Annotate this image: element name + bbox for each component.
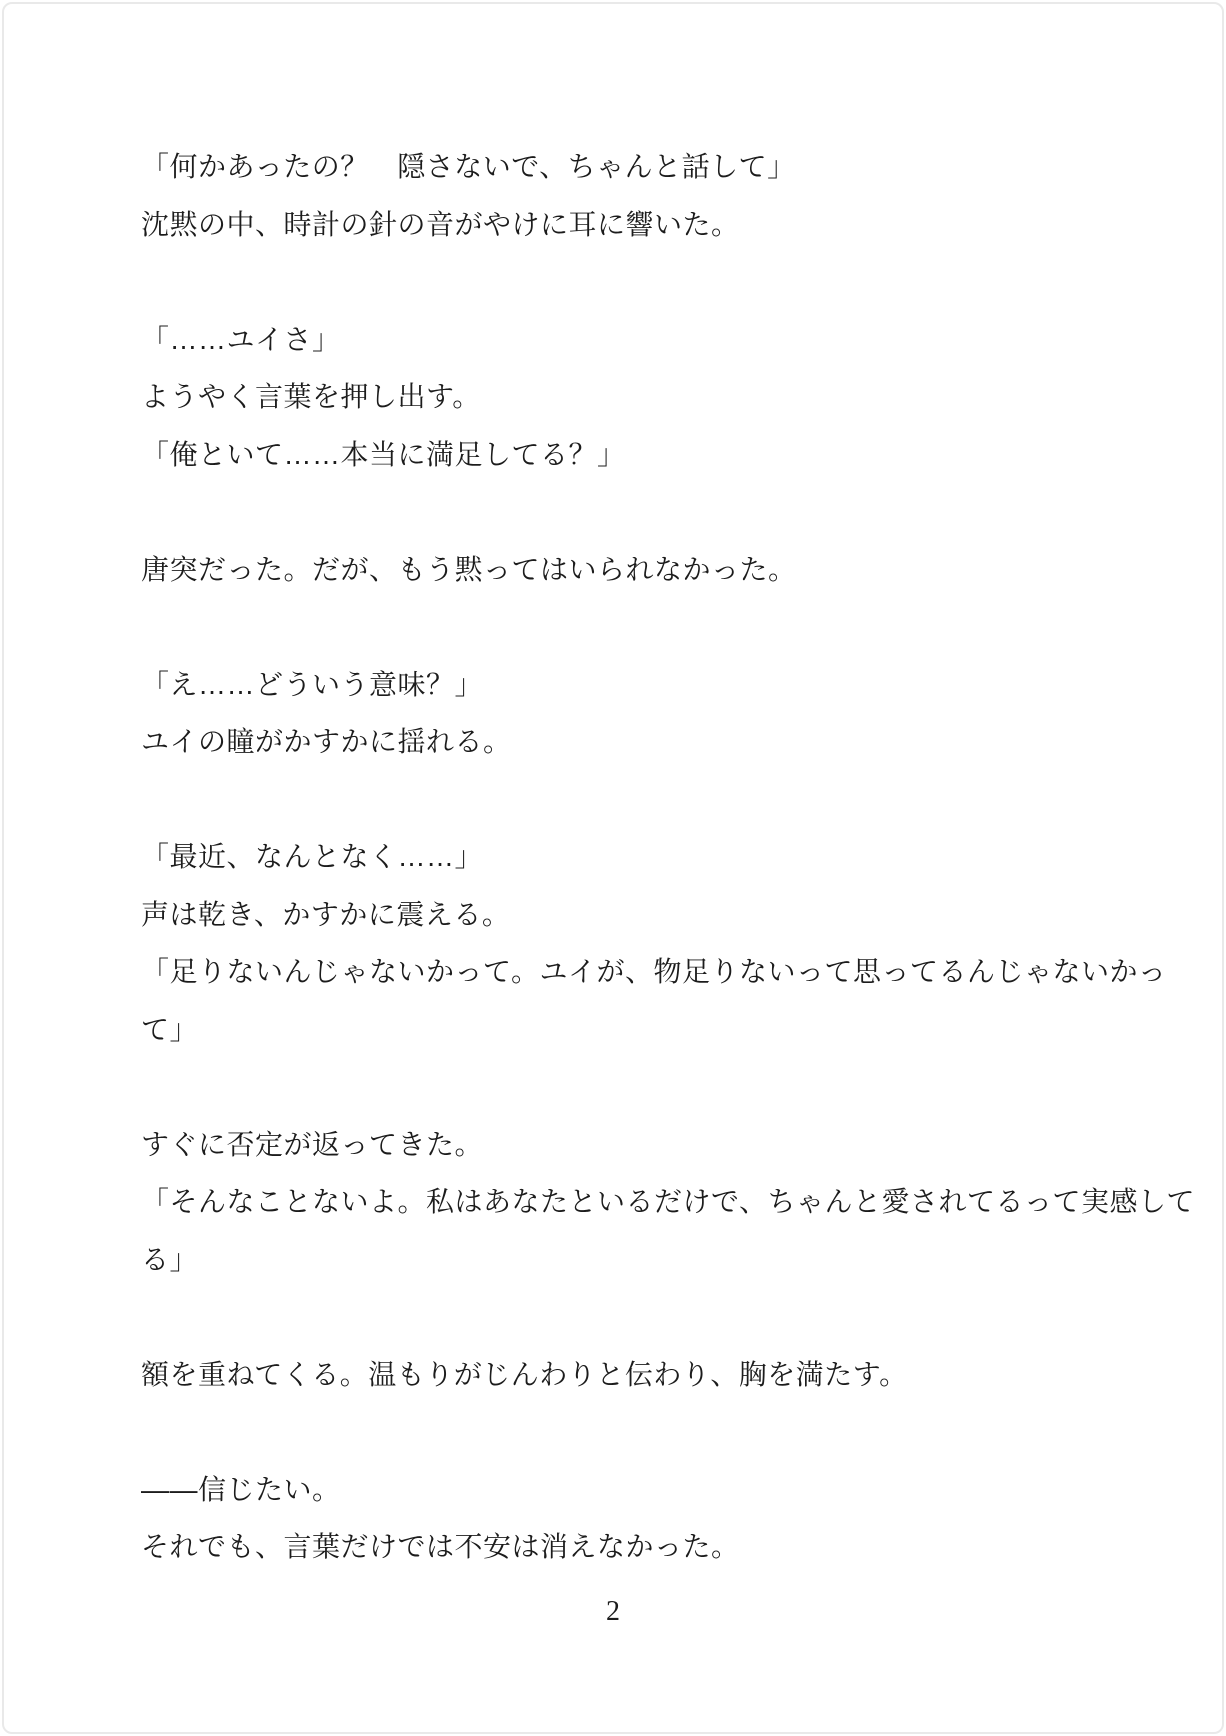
blank-line bbox=[141, 1058, 1151, 1116]
text-line: て」 bbox=[141, 1013, 199, 1045]
text-line: 「最近、なんとなく……」 bbox=[141, 841, 484, 872]
text-line: 「そんなことないよ。私はあなたといるだけで、ちゃんと愛されてるって実感して bbox=[141, 1186, 1195, 1217]
text-line: 「俺といて……本当に満足してる？」 bbox=[141, 438, 626, 470]
text-line: 額を重ねてくる。温もりがじんわりと伝わり、胸を満たす。 bbox=[141, 1358, 908, 1390]
text-line: 「え……どういう意味？」 bbox=[141, 668, 484, 700]
blank-line bbox=[141, 771, 1151, 829]
blank-line bbox=[141, 1403, 1151, 1461]
text-line: 「……ユイさ」 bbox=[141, 323, 341, 355]
text-line: 沈黙の中、時計の針の音がやけに耳に響いた。 bbox=[141, 208, 740, 240]
text-line: 「足りないんじゃないかって。ユイが、物足りないって思ってるんじゃないかっ bbox=[141, 956, 1167, 987]
text-line: ようやく言葉を押し出す。 bbox=[141, 381, 481, 412]
text-line: すぐに否定が返ってきた。 bbox=[141, 1128, 484, 1160]
text-line: 声は乾き、かすかに震える。 bbox=[141, 898, 511, 930]
blank-line bbox=[141, 1288, 1151, 1346]
text-line: ――信じたい。 bbox=[141, 1473, 341, 1505]
page-number: 2 bbox=[606, 1596, 620, 1627]
blank-line bbox=[141, 483, 1151, 541]
blank-line bbox=[141, 598, 1151, 656]
text-line: それでも、言葉だけでは不安は消えなかった。 bbox=[141, 1531, 740, 1562]
text-line: 唐突だった。だが、もう黙ってはいられなかった。 bbox=[141, 553, 797, 585]
text-line: 「何かあったの？ 隠さないで、ちゃんと話して」 bbox=[141, 151, 796, 182]
text-line: ユイの瞳がかすかに揺れる。 bbox=[141, 726, 512, 757]
body-text bbox=[141, 138, 1195, 1576]
blank-line bbox=[141, 253, 1151, 311]
text-line: る」 bbox=[141, 1243, 199, 1275]
